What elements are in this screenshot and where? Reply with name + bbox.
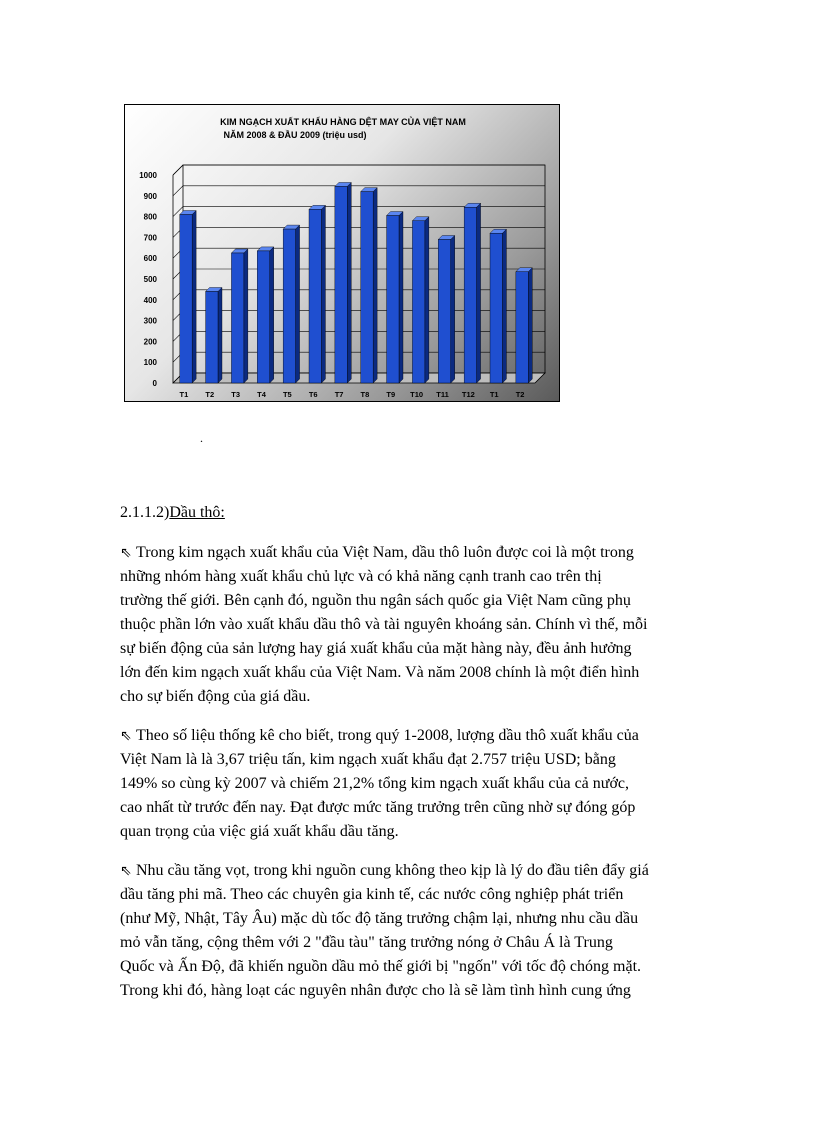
y-tick-label: 700 (143, 233, 157, 243)
x-tick-label: T11 (436, 390, 449, 399)
arrow-bullet-icon: ⇖ (120, 863, 132, 879)
section-heading (120, 503, 225, 523)
x-tick-label: T6 (308, 390, 318, 399)
para-line: dầu tăng phi mã. Theo các chuyên gia kinh tế, các nước công nghiệp phát triển (120, 886, 624, 903)
bar-side (192, 211, 196, 383)
bar (464, 207, 476, 383)
y-tick-label: 200 (143, 337, 157, 347)
bar (283, 229, 295, 383)
section-title: Dầu thô: (169, 504, 225, 521)
gridline (173, 269, 545, 279)
bar (309, 209, 321, 383)
bar-side (528, 268, 532, 383)
x-tick-label: T2 (205, 390, 215, 399)
bar (180, 215, 192, 383)
para-line: Việt Nam là là 3,67 triệu tấn, kim ngạch xuất khẩu đạt 2.757 triệu USD; bằng (120, 751, 616, 768)
gridline (173, 207, 545, 217)
bar (361, 192, 373, 383)
para-line: trường thế giới. Bên cạnh đó, nguồn thu ngân sách quốc gia Việt Nam cũng phụ (120, 592, 631, 609)
bar-side (399, 212, 403, 383)
bar-side (502, 229, 506, 383)
para-line: Quốc và Ấn Độ, đã khiến nguồn dầu mỏ thế giới bị "ngốn" với tốc độ chóng mặt. (120, 958, 642, 975)
gridline (173, 248, 545, 258)
x-tick-label: T7 (334, 390, 344, 399)
gridline (173, 352, 545, 362)
bar-side (425, 217, 429, 383)
gridline (173, 165, 545, 175)
y-tick-label: 100 (143, 358, 157, 368)
para-line: cho sự biến động của giá dầu. (120, 688, 311, 705)
arrow-bullet-icon: ⇖ (120, 545, 132, 561)
bar (206, 291, 218, 383)
y-tick-label: 800 (143, 212, 157, 222)
paragraph-2 (120, 724, 700, 844)
y-tick-label: 900 (143, 191, 157, 201)
bar-side (451, 235, 455, 383)
bar (231, 253, 243, 383)
x-tick-label: T2 (515, 390, 525, 399)
para-line: Trong khi đó, hàng loạt các nguyên nhân được cho là sẽ làm tình hình cung ứng (120, 982, 631, 999)
bar-side (477, 203, 481, 383)
y-tick-label: 400 (143, 295, 157, 305)
bar (412, 221, 424, 383)
x-tick-label: T9 (386, 390, 396, 399)
para-line: (như Mỹ, Nhật, Tây Âu) mặc dù tốc độ tăng trưởng chậm lại, nhưng nhu cầu dầu (120, 910, 639, 927)
bar (490, 233, 502, 383)
bar-side (218, 287, 222, 383)
arrow-bullet-icon: ⇖ (120, 728, 132, 744)
section-number: 2.1.1.2) (120, 504, 170, 521)
chart-title-line2: NĂM 2008 & ĐẦU 2009 (triệu usd) (223, 130, 367, 140)
x-tick-label: T3 (231, 390, 241, 399)
gridline (173, 186, 545, 196)
bar-side (347, 182, 351, 383)
para-line: quan trọng của việc giá xuất khẩu dầu tăng. (120, 823, 399, 840)
bar-side (321, 205, 325, 383)
para-line: 149% so cùng kỳ 2007 và chiếm 21,2% tổng kim ngạch xuất khẩu của cả nước, (120, 775, 630, 792)
x-tick-label: T8 (360, 390, 370, 399)
bar-chart (125, 105, 561, 403)
chart-floor (173, 373, 545, 383)
x-tick-label: T1 (179, 390, 189, 399)
x-tick-label: T1 (489, 390, 499, 399)
para-line: cao nhất từ trước đến nay. Đạt được mức tăng trưởng trên cũng nhờ sự đóng góp (120, 799, 636, 816)
bar-side (296, 225, 300, 383)
para-line: ⇖ Nhu cầu tăng vọt, trong khi nguồn cung không theo kịp là lý do đầu tiên đẩy giá (120, 859, 700, 883)
bar (438, 239, 450, 383)
bar-side (270, 247, 274, 383)
para-line: mỏ vẫn tăng, cộng thêm với 2 "đầu tàu" tăng trưởng nóng ở Châu Á là Trung (120, 934, 613, 951)
y-tick-label: 0 (152, 379, 157, 388)
y-tick-label: 600 (143, 254, 157, 264)
bar (335, 186, 347, 383)
bar-side (373, 188, 377, 383)
bar-side (244, 249, 248, 383)
gridline (173, 311, 545, 321)
x-tick-label: T5 (282, 390, 292, 399)
para-line: lớn đến kim ngạch xuất khẩu của Việt Nam. Và năm 2008 chính là một điển hình (120, 664, 640, 681)
x-tick-label: T10 (410, 390, 424, 399)
para-line: ⇖ Trong kim ngạch xuất khẩu của Việt Nam, dầu thô luôn được coi là một trong (120, 541, 700, 565)
para-line: ⇖ Theo số liệu thống kê cho biết, trong quý 1-2008, lượng dầu thô xuất khẩu của (120, 724, 700, 748)
x-tick-label: T4 (257, 390, 266, 399)
para-line: những nhóm hàng xuất khẩu chủ lực và có khả năng cạnh tranh cao trên thị (120, 568, 602, 585)
export-chart (124, 104, 560, 402)
x-tick-label: T12 (461, 390, 475, 399)
paragraph-1 (120, 541, 700, 709)
para-line: thuộc phần lớn vào xuất khẩu dầu thô và tài nguyên khoáng sản. Chính vì thế, mỗi (120, 616, 648, 633)
paragraph-3 (120, 859, 700, 1003)
bar (516, 272, 528, 383)
gridline (173, 290, 545, 300)
stray-dot: . (200, 431, 203, 445)
bar (387, 216, 399, 383)
y-tick-label: 500 (143, 275, 157, 284)
gridline (173, 227, 545, 237)
y-tick-label: 1000 (139, 171, 157, 180)
bar (257, 251, 269, 383)
gridline (173, 331, 545, 341)
para-line: sự biến động của sản lượng hay giá xuất khẩu của mặt hàng này, đều ảnh hưởng (120, 640, 632, 657)
chart-title-line1: KIM NGẠCH XUẤT KHẨU HÀNG DỆT MAY CỦA VIỆT NAM (220, 117, 466, 127)
y-tick-label: 300 (143, 316, 157, 326)
